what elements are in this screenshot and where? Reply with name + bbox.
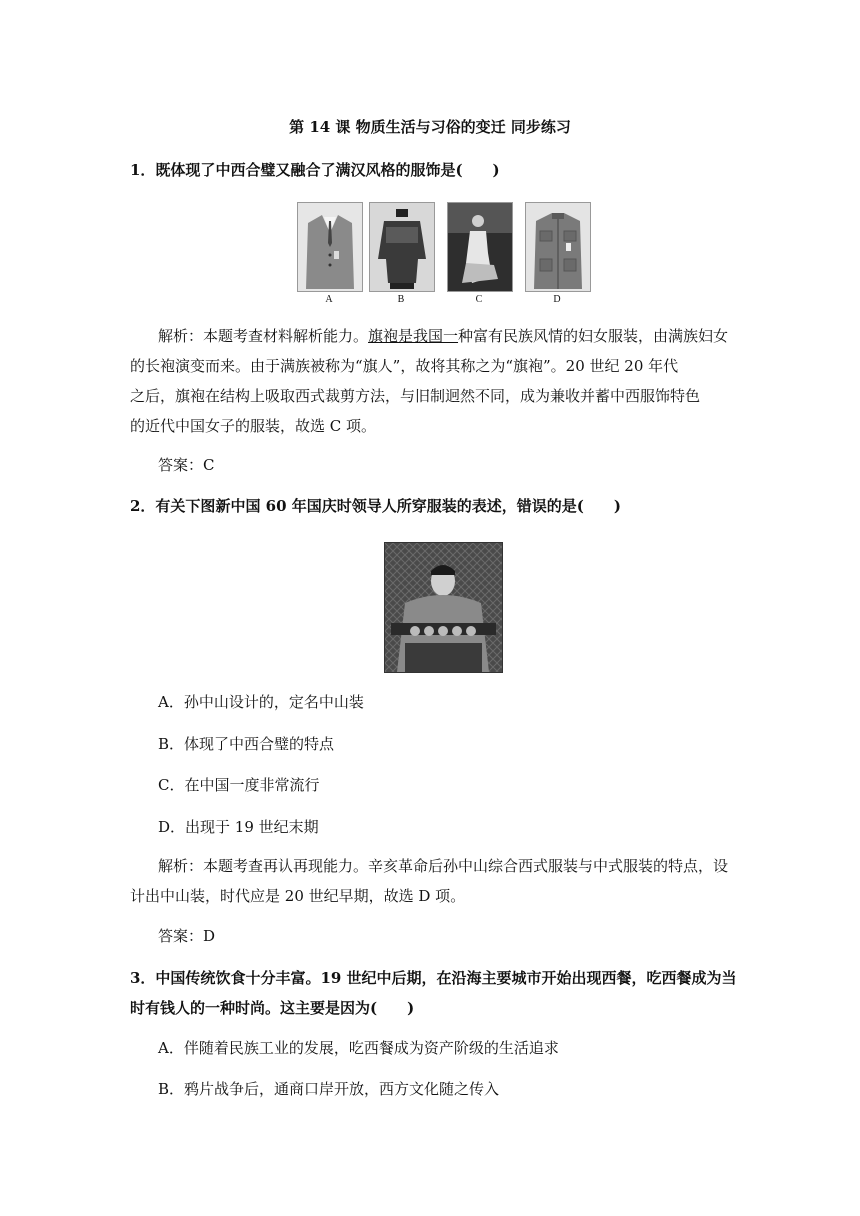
analysis-text: 种富有民族风情的妇女服装，由满族妇女	[458, 327, 729, 345]
figure-label-c: C	[475, 294, 483, 305]
figure-label-d: D	[553, 294, 561, 305]
question-1-answer: 答案：C	[158, 456, 215, 474]
page-title: 第 14 课 物质生活与习俗的变迁 同步练习	[289, 118, 571, 136]
question-1-figures	[297, 202, 593, 306]
analysis-line: 计出中山装，时代应是 20 世纪早期，故选 D 项。	[130, 887, 466, 905]
figure-robe-image	[369, 202, 435, 292]
question-3-stem-line-2: 时有钱人的一种时尚。这主要是因为( )	[130, 999, 415, 1017]
question-3-stem-line-1: 3．中国传统饮食十分丰富。19 世纪中后期，在沿海主要城市开始出现西餐，吃西餐成为当	[130, 969, 737, 987]
analysis-line: 的长袍演变而来。由于满族被称为“旗人”，故将其称之为“旗袍”。20 世纪 20 年代	[130, 357, 679, 375]
question-3-option-a: A．伴随着民族工业的发展，吃西餐成为资产阶级的生活追求	[158, 1039, 559, 1057]
analysis-text: 解析：本题考查材料解析能力。	[158, 327, 369, 345]
figure-label-b: B	[397, 294, 405, 305]
leader-photo-image	[384, 542, 503, 673]
analysis-line: 解析：本题考查再认再现能力。辛亥革命后孙中山综合西式服装与中式服装的特点，设	[158, 857, 729, 875]
figure-label-a: A	[325, 294, 333, 305]
question-2-option-a: A．孙中山设计的，定名中山装	[158, 693, 364, 711]
analysis-underlined-text: 旗袍是我国一	[368, 327, 459, 345]
figure-qipao-image	[447, 202, 513, 292]
figure-suit-image	[297, 202, 363, 292]
question-1-stem: 1．既体现了中西合璧又融合了满汉风格的服饰是( )	[130, 161, 500, 179]
question-2-option-c: C．在中国一度非常流行	[158, 776, 320, 794]
question-1-analysis	[130, 321, 730, 441]
question-2-stem: 2．有关下图新中国 60 年国庆时领导人所穿服装的表述，错误的是( )	[130, 497, 621, 515]
question-2-option-b: B．体现了中西合璧的特点	[158, 735, 335, 753]
figure-zhongshan-suit-image	[525, 202, 591, 292]
question-3-option-b: B．鸦片战争后，通商口岸开放，西方文化随之传入	[158, 1080, 500, 1098]
analysis-line: 的近代中国女子的服装，故选 C 项。	[130, 417, 377, 435]
question-2-answer: 答案：D	[158, 927, 216, 945]
analysis-line: 之后，旗袍在结构上吸取西式裁剪方法，与旧制迥然不同，成为兼收并蓄中西服饰特色	[130, 387, 701, 405]
question-2-option-d: D．出现于 19 世纪末期	[158, 818, 319, 836]
question-2-analysis	[130, 851, 730, 911]
